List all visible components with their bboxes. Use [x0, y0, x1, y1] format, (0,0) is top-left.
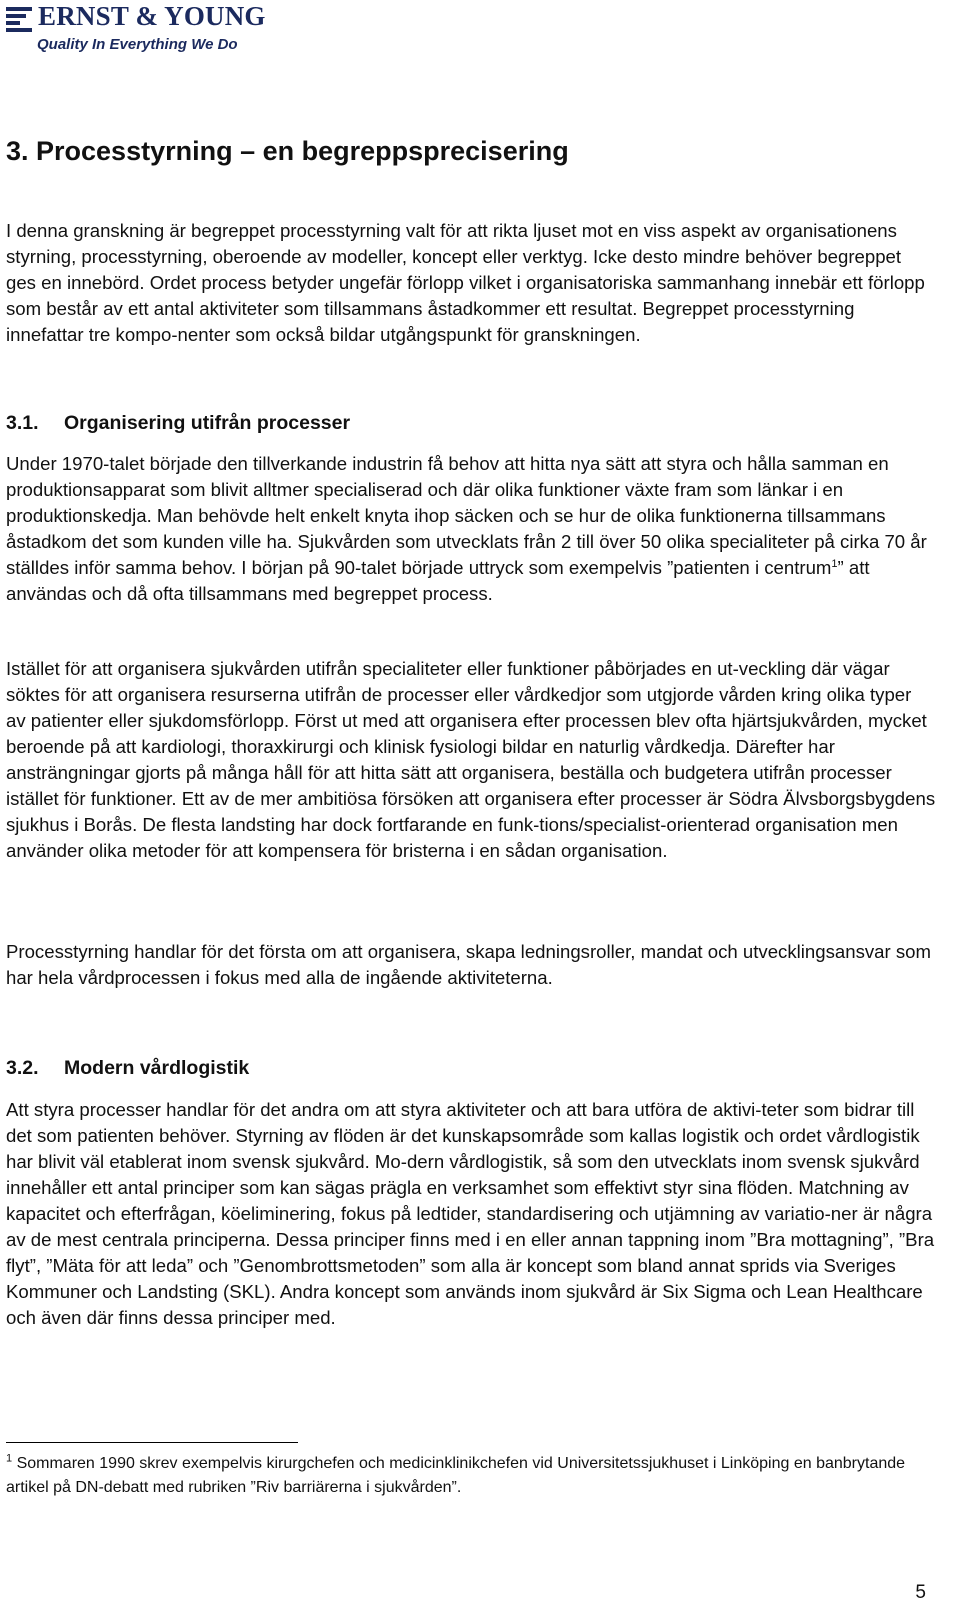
section-number: 3.2.	[6, 1057, 39, 1079]
section-3-1-paragraph-3: Processtyrning handlar för det första om att organisera, skapa ledningsroller, mandat och utvecklingsansvar som har hela vårdprocessen i fokus med alla de ingående aktiviteterna.	[6, 941, 931, 988]
footnote	[6, 1452, 936, 1500]
logo-tagline: Quality In Everything We Do	[37, 36, 238, 53]
section-3-1-paragraph-2: Istället för att organisera sjukvården utifrån specialiteter eller funktioner påbörjades en ut-veckling där vägar söktes för att organisera resurserna utifrån de processer eller vårdkedjor som utgjorde vården kring olika typer av patienter eller sjukdomsförlopp. Först ut med att organisera efter processen blev ofta hjärtsjukvården, mycket beroende på att kardiologi, thoraxkirurgi och klinisk fysiologi bildar en naturlig vårdkedja. Därefter har ansträngningar gjorts på många håll för att hitta sätt att organisera, beställa och budgetera utifrån processer istället för funktioner. Ett av de mer ambitiösa försöken att organisera efter processer är Södra Älvsborgsbygdens sjukhus i Borås. De flesta landsting har dock fortfarande en funk-tions/specialist-orienterad organisation men använder olika metoder för att kompensera för bristerna i en sådan organisation.	[6, 658, 936, 861]
chapter-title: 3. Processtyrning – en begreppsprecisering	[6, 136, 569, 166]
page-number: 5	[915, 1582, 926, 1603]
footnote-text: Sommaren 1990 skrev exempelvis kirurgchefen och medicinklinikchefen vid Universitetssjukhuset i Linköping en banbrytande artikel på DN-debatt med rubriken ”Riv barriärerna i sjukvården”.	[6, 1455, 906, 1496]
footnote-divider	[6, 1442, 298, 1443]
section-title: Organisering utifrån processer	[64, 412, 351, 434]
section-heading-3-1	[6, 412, 350, 435]
paragraph-text: Under 1970-talet började den tillverkande industrin få behov att hitta nya sätt att styra och hålla samman en produktionsapparat som blivit alltmer specialiserad och där olika funktioner växte fram som länkar i en produktionskedja. Man behövde helt enkelt knyta ihop säcken och se hur de olika funktionerna tillsammans åstadkom det som kunden ville ha. Sjukvården som utvecklats från 2 till över 50 olika specialiteter på cirka 70 år ställdes inför samma behov. I början på 90-talet började uttryck som exempelvis ”patienten i centrum	[6, 453, 927, 578]
paragraph-text: ” att användas och då ofta tillsammans med begreppet process.	[6, 557, 870, 604]
section-title: Modern vårdlogistik	[64, 1057, 250, 1079]
section-number: 3.1.	[6, 412, 39, 434]
footnote-marker: 1	[6, 1452, 13, 1465]
ernst-young-logo	[6, 1, 266, 58]
section-heading-3-2	[6, 1057, 249, 1080]
logo-name: ERNST & YOUNG	[38, 1, 266, 31]
section-3-2-paragraph-1: Att styra processer handlar för det andra om att styra aktiviteter och att bara utföra de aktivi-teter som bidrar till det som patienten behöver. Styrning av flöden är det kunskapsområde som kallas logistik och ordet vårdlogistik har blivit väl etablerat inom svensk sjukvård. Mo-dern vårdlogistik, så som den utvecklats inom svensk sjukvård innehåller ett antal principer som kan sägas prägla en verksamhet som effektivt styr sina flöden. Matchning av kapacitet och efterfrågan, köeliminering, fokus på ledtider, standardisering och utjämning av variatio-ner är några av de mest centrala principerna. Dessa principer finns med i en eller annan tappning inom ”Bra mottagning”, ”Bra flyt”, ”Mäta för att leda” och ”Genombrottsmetoden” som alla är koncept som bland annat sprids via Sveriges Kommuner och Landsting (SKL). Andra koncept som används inom sjukvård är Six Sigma och Lean Healthcare och även där finns dessa principer med.	[6, 1099, 935, 1328]
section-3-1-paragraph-1	[6, 451, 936, 607]
logo-mark-icon	[6, 4, 36, 34]
footnote-ref: 1	[831, 557, 838, 570]
intro-paragraph: I denna granskning är begreppet processtyrning valt för att rikta ljuset mot en viss aspekt av organisationens styrning, processtyrning, oberoende av modeller, koncept eller verktyg. Icke desto mindre behöver begreppet ges en innebörd. Ordet process betyder ungefär förlopp vilket i organisatoriska sammanhang innebär ett förlopp som består av ett antal aktiviteter som tillsammans åstadkommer ett resultat. Begreppet processtyrning innefattar tre kompo-nenter som också bildar utgångspunkt för granskningen.	[6, 220, 925, 345]
